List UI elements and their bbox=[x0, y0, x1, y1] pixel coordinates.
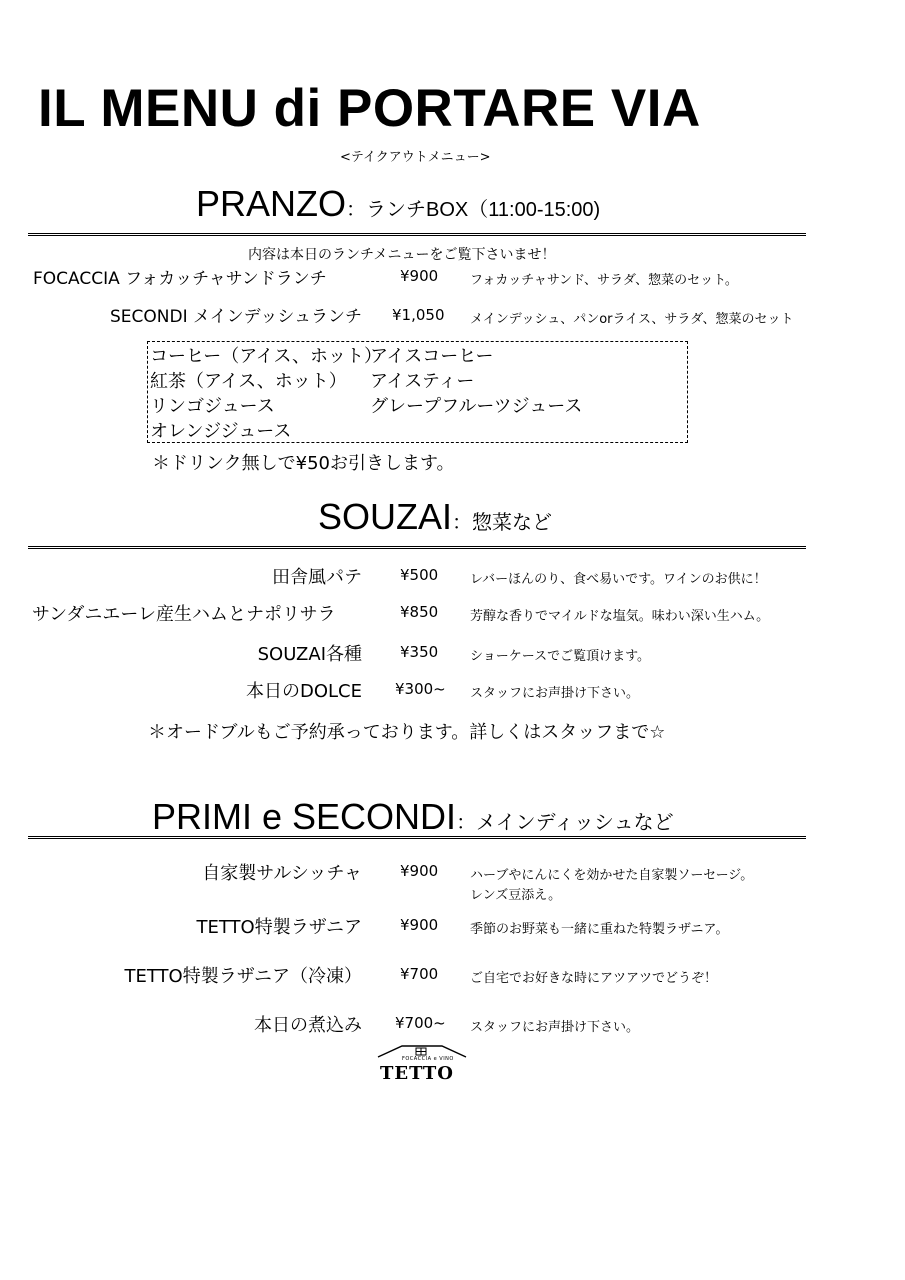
divider-rule bbox=[28, 836, 806, 839]
menu-item-price: ¥700 bbox=[400, 965, 439, 983]
drink-item: 紅茶（アイス、ホット） bbox=[150, 371, 347, 392]
menu-item-name: 田舎風パテ bbox=[272, 567, 362, 588]
menu-item-desc: 芳醇な香りでマイルドな塩気。味わい深い生ハム。 bbox=[470, 609, 770, 624]
page-subtitle: <テイクアウトメニュー> bbox=[340, 150, 491, 165]
section-heading-souzai bbox=[318, 496, 552, 538]
divider-rule bbox=[28, 546, 806, 549]
section-subtitle: ：ランチBOX（11:00-15:00) bbox=[346, 199, 601, 221]
menu-item-name: 本日のDOLCE bbox=[246, 681, 362, 702]
section-heading-primi bbox=[152, 796, 674, 838]
menu-item-desc: フォカッチャサンド、サラダ、惣菜のセット。 bbox=[470, 273, 738, 288]
section-title: PRANZO bbox=[196, 183, 347, 224]
divider-rule bbox=[28, 233, 806, 236]
souzai-note: ＊オードブルもご予約承っております。詳しくはスタッフまで☆ bbox=[148, 722, 666, 743]
drink-item: リンゴジュース bbox=[150, 396, 275, 417]
menu-item-price: ¥1,050 bbox=[392, 306, 445, 324]
menu-item-desc: メインデッシュ、パンorライス、サラダ、惣菜のセット bbox=[470, 312, 794, 327]
page-title: IL MENU di PORTARE VIA bbox=[38, 79, 701, 138]
menu-item-desc: スタッフにお声掛け下さい。 bbox=[470, 1020, 640, 1035]
menu-item-desc: 季節のお野菜も一緒に重ねた特製ラザニア。 bbox=[470, 922, 729, 937]
tetto-logo bbox=[376, 1043, 468, 1085]
drink-item: アイスコーヒー bbox=[370, 346, 494, 367]
menu-item-name: 本日の煮込み bbox=[254, 1015, 362, 1036]
menu-item-price: ¥900 bbox=[400, 862, 439, 880]
drink-note: ＊ドリンク無しで¥50お引きします。 bbox=[152, 453, 455, 474]
section-heading-pranzo bbox=[196, 183, 600, 225]
menu-item-name: TETTO特製ラザニア（冷凍） bbox=[124, 966, 362, 987]
menu-item-name: TETTO特製ラザニア bbox=[196, 917, 362, 938]
menu-item-desc-line2: レンズ豆添え。 bbox=[470, 888, 562, 903]
menu-item-name: サンダニエーレ産生ハムとナポリサラ bbox=[32, 604, 336, 625]
menu-item-desc: ショーケースでご覧頂けます。 bbox=[470, 649, 651, 664]
menu-item-price: ¥500 bbox=[400, 566, 439, 584]
logo-tagline: FOCACCIA e VINO bbox=[402, 1056, 454, 1062]
menu-item-price: ¥900 bbox=[400, 916, 439, 934]
menu-item-desc: レバーほんのり、食べ易いです。ワインのお供に！ bbox=[470, 572, 767, 587]
drink-item: アイスティー bbox=[370, 371, 475, 392]
menu-item-price: ¥300~ bbox=[395, 680, 446, 698]
menu-item-price: ¥850 bbox=[400, 603, 439, 621]
drink-item: オレンジジュース bbox=[150, 421, 292, 442]
drink-item: コーヒー（アイス、ホット） bbox=[150, 346, 383, 367]
logo-name: TETTO bbox=[380, 1063, 454, 1084]
menu-item-price: ¥350 bbox=[400, 643, 439, 661]
menu-item-price: ¥900 bbox=[400, 267, 439, 285]
drink-item: グレープフルーツジュース bbox=[370, 396, 583, 417]
section-subtitle: ：惣菜など bbox=[452, 512, 553, 534]
menu-item-price: ¥700~ bbox=[395, 1014, 446, 1032]
menu-item-desc: スタッフにお声掛け下さい。 bbox=[470, 686, 640, 701]
section-subtitle: ：メインディッシュなど bbox=[456, 812, 674, 834]
menu-item-name: SOUZAI各種 bbox=[257, 644, 362, 665]
menu-item-name: 自家製サルシッチャ bbox=[202, 863, 362, 884]
menu-item-name: SECONDI メインデッシュランチ bbox=[110, 307, 362, 327]
menu-item-desc: ご自宅でお好きな時にアツアツでどうぞ！ bbox=[470, 971, 718, 986]
menu-item-name: FOCACCIA フォカッチャサンドランチ bbox=[33, 269, 327, 289]
menu-item-desc: ハーブやにんにくを効かせた自家製ソーセージ。 bbox=[470, 868, 754, 883]
section-title: PRIMI e SECONDI bbox=[152, 796, 457, 837]
pranzo-note: 内容は本日のランチメニューをご覧下さいませ！ bbox=[248, 247, 556, 263]
section-title: SOUZAI bbox=[318, 496, 453, 537]
